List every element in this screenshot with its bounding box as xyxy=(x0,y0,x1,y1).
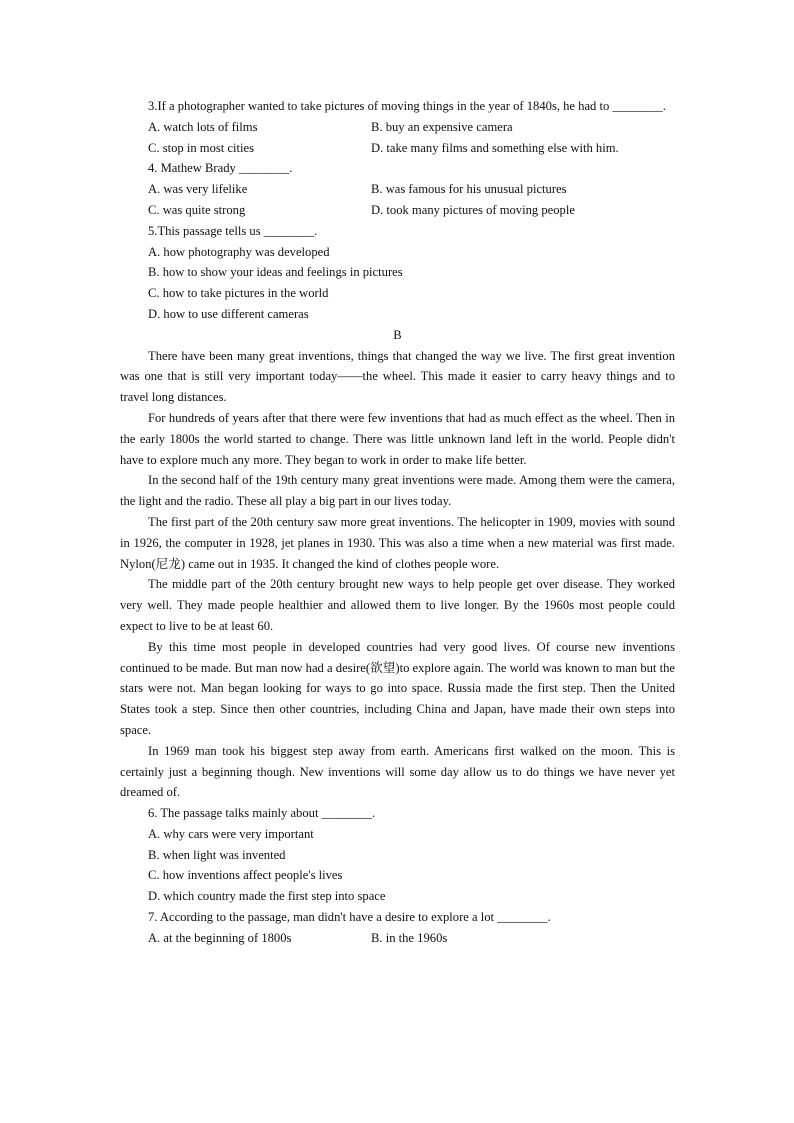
question-4-stem: 4. Mathew Brady ________. xyxy=(148,161,293,176)
question-7-option-b: B. in the 1960s xyxy=(371,930,448,945)
question-3-options-row-2 xyxy=(120,138,675,159)
question-3-option-d: D. take many films and something else with him. xyxy=(371,140,619,155)
passage-paragraph: There have been many great inventions, things that changed the way we live. The first great invention was one that is still very important today——the wheel. This made it easier to carry heavy things and to travel long distances. xyxy=(120,348,675,405)
question-7-stem: 7. According to the passage, man didn't have a desire to explore a lot ________. xyxy=(148,910,551,925)
passage-paragraph: In 1969 man took his biggest step away from earth. Americans first walked on the moon. This is certainly just a beginning though. New inventions will some day allow us to do things we have never yet dreamed of. xyxy=(120,743,675,800)
question-5-option-b: B. how to show your ideas and feelings in pictures xyxy=(148,265,403,280)
question-3-option-b: B. buy an expensive camera xyxy=(371,119,513,134)
question-7-option-a: A. at the beginning of 1800s xyxy=(148,930,292,945)
question-6-stem: 6. The passage talks mainly about ________. xyxy=(148,806,376,821)
question-4-option-d: D. took many pictures of moving people xyxy=(371,202,575,217)
question-3-stem: 3.If a photographer wanted to take pictures of moving things in the year of 1840s, he had to ________. xyxy=(148,99,666,113)
question-5-option-a: A. how photography was developed xyxy=(148,244,330,259)
exam-page xyxy=(120,96,675,949)
passage-paragraph: In the second half of the 19th century many great inventions were made. Among them were the camera, the light and the radio. These all play a big part in our lives today. xyxy=(120,473,675,509)
question-4-option-c: C. was quite strong xyxy=(148,202,246,217)
question-5-option-c: C. how to take pictures in the world xyxy=(148,286,329,301)
section-b-heading: B xyxy=(393,327,402,342)
question-4-options-row-1 xyxy=(120,179,675,200)
question-6-option-d: D. which country made the first step into space xyxy=(148,889,386,904)
question-5-stem: 5.This passage tells us ________. xyxy=(148,223,318,238)
question-6-option-c: C. how inventions affect people's lives xyxy=(148,868,343,883)
question-6-option-b: B. when light was invented xyxy=(148,847,286,862)
question-4-option-b: B. was famous for his unusual pictures xyxy=(371,182,567,197)
passage-paragraph: For hundreds of years after that there were few inventions that had as much effect as the wheel. Then in the early 1800s the world started to change. There was little unknown land left in the world. People didn't have to explore much any more. They began to work in order to make life better. xyxy=(120,410,675,467)
question-3-option-c: C. stop in most cities xyxy=(148,140,255,155)
question-3-option-a: A. watch lots of films xyxy=(148,119,258,134)
question-7-options-row-1 xyxy=(120,928,675,949)
passage-paragraph: The middle part of the 20th century brought new ways to help people get over disease. They worked very well. They made people healthier and allowed them to live longer. By the 1960s most people could expect to live to be at least 60. xyxy=(120,577,675,633)
passage-paragraph: The first part of the 20th century saw more great inventions. The helicopter in 1909, movies with sound in 1926, the computer in 1928, jet planes in 1930. This was also a time when a new material was first made. Nylon(尼龙) came out in 1935. It changed the kind of clothes people wore. xyxy=(120,514,675,571)
question-4-options-row-2 xyxy=(120,200,675,221)
question-4-option-a: A. was very lifelike xyxy=(148,182,248,197)
question-3-options-row-1 xyxy=(120,117,675,138)
question-5-option-d: D. how to use different cameras xyxy=(148,306,309,321)
passage-paragraph: By this time most people in developed countries had very good lives. Of course new inventions continued to be made. But man now had a desire(欲望)to explore again. The world was known to man but the stars were not. Man began looking for ways to go into space. Russia made the first step. Then the United States took a step. Since then other countries, including China and Japan, have made their own steps into space. xyxy=(120,639,675,737)
question-6-option-a: A. why cars were very important xyxy=(148,826,314,841)
